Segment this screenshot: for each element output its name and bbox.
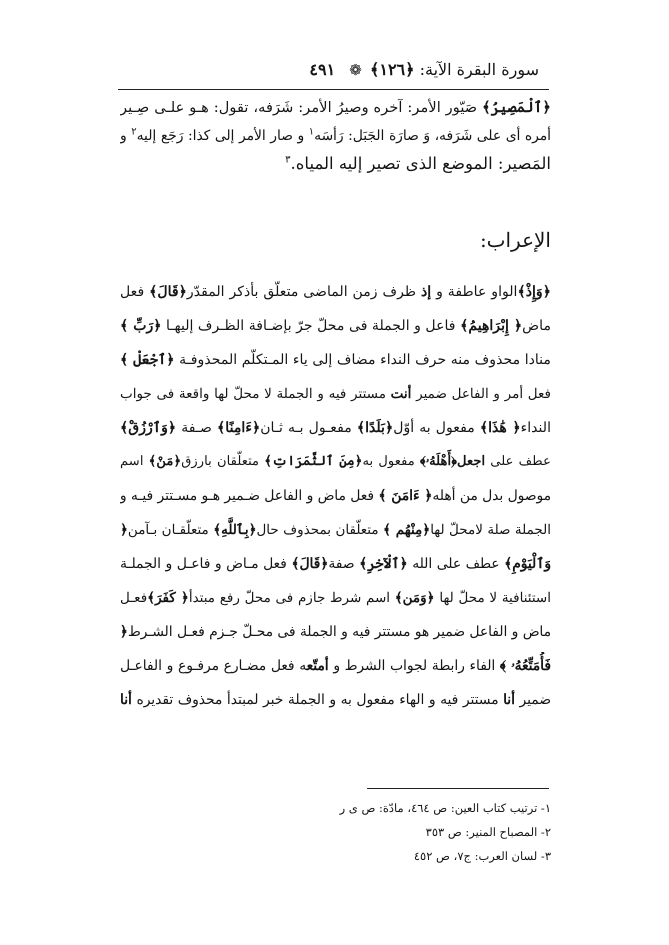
irab-line-1: ﴿وَإِذْ﴾الواو عاطفة و إذ ظرف زمن الماضى متعلّق بأذكر المقدّر﴿قَالَ﴾ فعل — [120, 284, 551, 300]
irab-line-9: وَٱلْيَوْمِ﴾ عطف على الله ﴿ٱلْآخِرِ﴾ صفة﴿قَالَ﴾ فعل مـاض و فاعـل و الجملـة — [120, 556, 551, 572]
footnote-1: ١- ترتيب كتاب العين: ص ٤٦٤، مادّة: ص ى ر — [339, 801, 551, 815]
verse-reference: ﴿١٢٦﴾ — [369, 60, 415, 79]
irab-line-11: ماض و الفاعل ضمير هو مستتر فيه و الجملة فى محـلّ جـزم فعـل الشـرط﴿ — [120, 624, 551, 640]
definition-line-2: أمره أى على شَرَفه، وَ صارَة الجَبَل: رَأسَه$^١$ و صار الأمر إلى كذا: رَجَع إليه$^٢$ و — [120, 126, 551, 144]
surah-label: سورة البقرة الآية: — [419, 60, 539, 79]
flower-ornament-icon: ❁ — [349, 61, 362, 79]
page-header — [119, 58, 539, 82]
footnote-marker: ٣ — [285, 154, 291, 166]
section-title: الإعراب: — [479, 228, 551, 252]
defined-word: ﴿ٱلْمَصِيرُ﴾ — [482, 99, 551, 116]
footnote-marker: ٢ — [131, 126, 137, 138]
irab-line-7: موصول بدل من أهله﴿ ءَامَنَ ﴾ فعل ماض و الفاعل ضـمير هـو مسـتتر فيـه و — [120, 488, 551, 504]
irab-line-10: استئنافية لا محلّ لها ﴿وَمَن﴾ اسم شرط جازم فى محلّ رفع مبتدأ﴿ كَفَرَ﴾فعـل — [120, 590, 551, 606]
definition-line-1: ﴿ٱلْمَصِيرُ﴾ صَيّور الأمر: آخره وصيرُ الأمر: شَرَفه، تقول: هـو علـى صِـير — [120, 99, 551, 116]
irab-line-4: فعل أمر و الفاعل ضمير أنت مستتر فيه و الجملة لا محلّ لها واقعة فى جواب — [120, 386, 551, 402]
irab-line-3: منادا محذوف منه حرف النداء مضاف إلى ياء المـتكلّم المحذوفـة ﴿ٱجْعَلْ ﴾ — [120, 352, 551, 368]
irab-line-2: ماض﴿ إِبْرَاهِيمُ﴾ فاعل و الجملة فى محلّ جرّ بإضـافة الظـرف إليهـا ﴿رَبِّ ﴾ — [120, 318, 551, 334]
irab-line-6: عطف على اجعل﴿أَهْلَهُۥ﴾ مفعول به﴿مِنَ ٱلثَّمَرَاتِ﴾ متعلّقان بارزق﴿مَنْ﴾ اسم — [120, 454, 551, 469]
header-rule — [118, 89, 549, 90]
footnote-marker: ١ — [308, 126, 315, 138]
footnote-2: ٢- المصباح المنير: ص ٣٥٣ — [425, 825, 551, 839]
irab-line-8: الجملة صلة لامحلّ لها﴿مِنْهُم ﴾ متعلّقان بمحذوف حال﴿بِٱللَّهِ﴾ متعلّقـان بـآمن﴿ — [120, 522, 551, 538]
footnote-rule — [367, 788, 549, 789]
irab-line-5: النداء﴿ هَٰذَا﴾ مفعول به أوّل﴿بَلَدًا﴾ مفعـول بـه ثـان﴿ءَامِنًا﴾ صـفة ﴿وَٱرْزُقْ﴾ — [120, 420, 551, 436]
irab-line-13: ضمير أنا مستتر فيه و الهاء مفعول به و الجملة خبر لمبتدأ محذوف تقديره أنا — [120, 692, 551, 708]
footnote-3: ٣- لسان العرب: ج٧، ص ٤٥٢ — [413, 849, 551, 863]
definition-line-3: المَصير: الموضع الذى تصير إليه المياه.$^٣$ — [285, 154, 551, 173]
page-number: ٤٩١ — [309, 60, 336, 79]
irab-line-12: فَأُمَتِّعُهُۥ ﴾ الفاء رابطة لجواب الشرط و أمتّعه فعل مضـارع مرفـوع و الفاعـل — [120, 658, 551, 674]
